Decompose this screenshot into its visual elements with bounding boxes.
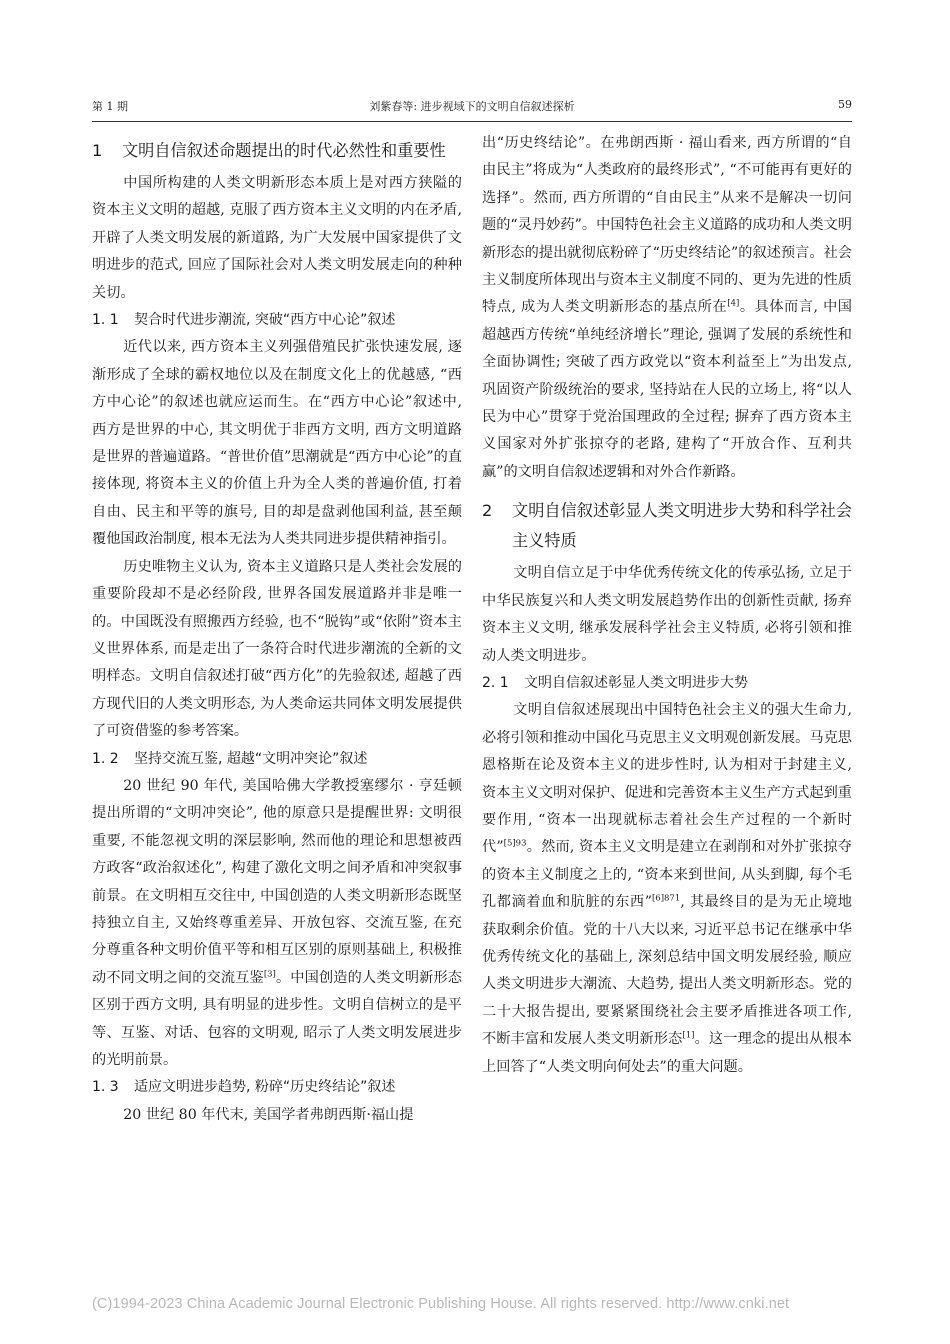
section-title: 文明自信叙述彰显人类文明进步大势和科学社会主义特质 [512,501,852,551]
subsection-title: 坚持交流互鉴, 超越“文明冲突论”叙述 [134,750,368,767]
copyright-footer: (C)1994-2023 China Academic Journal Electronic Publishing House. All rights reserved. http://www.cnki.net [92,1296,790,1312]
subsection-number: 2. 1 [482,674,509,691]
subsection-2-1-heading [482,670,852,697]
subsection-number: 1. 1 [92,312,119,329]
paragraph: 历史唯物主义认为, 资本主义道路只是人类社会发展的重要阶段却不是必经阶段, 世界各国发展道路并非是唯一的。中国既没有照搬西方经验, 也不“脱钩”或“依附”资本主义世界体系, 而是走出了一条符合时代进步潮流的全新的文明样态。文明自信叙述打破“西方化”的先验叙述, 超越了西方现代旧的人类文明形态, 为人类命运共同体文明发展提供了可资借鉴的参考答案。 [92,558,462,740]
paragraph: 20 世纪 80 年代末, 美国学者弗朗西斯·福山提 [123,1106,414,1123]
subsection-title: 文明自信叙述彰显人类文明进步大势 [524,674,748,691]
subsection-1-2-heading [92,746,462,773]
paragraph: 中国所构建的人类文明新形态本质上是对西方狭隘的资本主义文明的超越, 克服了西方资本主义文明的内在矛盾, 开辟了人类文明发展的新道路, 为广大发展中国家提供了文明进步的范式, 回应了国际社会对人类文明发展走向的种种关切。 [92,175,462,301]
paragraph [92,773,462,1074]
text: 出“历史终结论”。在弗朗西斯 · 福山看来, 西方所谓的“自由民主”将成为“人类政府的最终形式”, “不可能再有更好的选择”。然而, 西方所谓的“自由民主”从来不是解决一切问题的“灵丹妙药”。中国特色社会主义道路的成功和人类文明新形态的提出就彻底粉碎了“历史终结论”的叙述预言。社会主义制度所体现出与资本主义制度不同的、更为先进的性质特点, 成为人类文明新形态的基点所在 [482,135,852,316]
citation: [6]871 [651,893,681,904]
text: 。这一理念的提出从根本上回答了“人类文明向何处去”的重大问题。 [482,1031,852,1075]
citation: [1] [682,1030,695,1041]
section-2-heading [482,496,852,556]
subsection-title: 契合时代进步潮流, 突破“西方中心论”叙述 [134,312,396,329]
subsection-number: 1. 3 [92,1079,119,1096]
text: 20 世纪 90 年代, 美国哈佛大学教授塞缪尔 · 亨廷顿提出所谓的“文明冲突论”, 他的原意只是提醒世界: 文明很重要, 不能忽视文明的深层影响, 然而他的理论和思想被西方政客“政治叙述化”, 构建了激化文明之间矛盾和冲突叙事前景。在文明相互交往中, 中国创造的人类文明新形态既坚持独立自主, 又始终尊重差异、开放包容、交流互鉴, 在充分尊重各种文明价值平等和相互区别的原则基础上, 积极推动不同文明之间的交流互鉴 [92,777,462,986]
paragraph: 近代以来, 西方资本主义列强借殖民扩张快速发展, 逐渐形成了全球的霸权地位以及在制度文化上的优越感, “西方中心论”的叙述也就应运而生。在“西方中心论”叙述中, 西方是世界的中心, 其文明优于非西方文明, 西方文明道路是世界的普遍道路。“普世价值”思潮就是“西方中心论”的直接体现, 将资本主义的价值上升为全人类的普遍价值, 打着自由、民主和平等的旗号, 目的却是盘剥他国利益, 甚至颠覆他国政治制度, 根本无法为人类共同进步提供精神指引。 [92,339,462,548]
section-number: 2 [482,501,493,521]
paragraph: 文明自信立足于中华优秀传统文化的传承弘扬, 立足于中华民族复兴和人类文明发展趋势作出的创新性贡献, 扬弃资本主义文明, 继承发展科学社会主义特质, 必将引领和推动人类文明进步。 [482,565,852,664]
subsection-number: 1. 2 [92,750,119,767]
paragraph [482,697,852,1081]
text: 。中国创造的人类文明新形态区别于西方文明, 具有明显的进步性。文明自信树立的是平等、互鉴、对话、包容的文明观, 昭示了人类文明发展进步的光明前景。 [92,969,462,1068]
running-title: 刘紫春等: 进步视域下的文明自信叙述探析 [369,100,575,113]
text: 。然而, 资本主义文明是建立在剥削和对外扩张掠夺的资本主义制度之上的, “资本来到世间, 从头到脚, 每个毛孔都滴着血和肮脏的东西” [482,839,852,911]
subsection-1-1-heading [92,307,462,334]
text: 文明自信叙述展现出中国特色社会主义的强大生命力, 必将引领和推动中国化马克思主义文明观创新发展。马克思恩格斯在论及资本主义的进步性时, 认为相对于封建主义, 资本主义文明对保护、促进和完善资本主义生产方式起到重要作用, “资本一出现就标志着社会生产过程的一个新时代” [482,702,852,856]
header-rule [92,121,852,122]
paragraph-continued [482,130,852,486]
subsection-1-3-heading [92,1074,462,1101]
page-number: 59 [838,98,852,111]
issue-number: 第 1 期 [92,100,128,113]
right-column [482,130,852,1081]
text: , 其最终目的是为无止境地获取剩余价值。党的十八大以来, 习近平总书记在继承中华优秀传统文化的基础上, 深刻总结中国文明发展经验, 顺应人类文明进步大潮流、大趋势, 提出人类文明新形态。党的二十大报告提出, 要紧紧围绕社会主要矛盾推进各项工作, 不断丰富和发展人类文明新形态 [482,894,852,1048]
text: 。具体而言, 中国超越西方传统“单纯经济增长”理论, 强调了发展的系统性和全面协调性; 突破了西方政党以“资本利益至上”为出发点, 巩固资产阶级统治的要求, 坚持站在人民的立场上, 将“以人民为中心”贯穿于党治国理政的全过程; 摒弃了西方资本主义国家对外扩张掠夺的老路, 建构了“开放合作、互利共赢”的文明自信叙述逻辑和对外合作新路。 [482,299,852,480]
running-header [92,98,852,116]
left-column [92,130,462,1129]
section-title: 文明自信叙述命题提出的时代必然性和重要性 [122,141,446,160]
subsection-title: 适应文明进步趋势, 粉碎“历史终结论”叙述 [134,1079,396,1096]
section-number: 1 [92,141,103,160]
citation: [3] [263,969,276,980]
citation: [5]93 [503,838,527,849]
section-1-heading [92,136,462,166]
citation: [4] [727,298,740,309]
